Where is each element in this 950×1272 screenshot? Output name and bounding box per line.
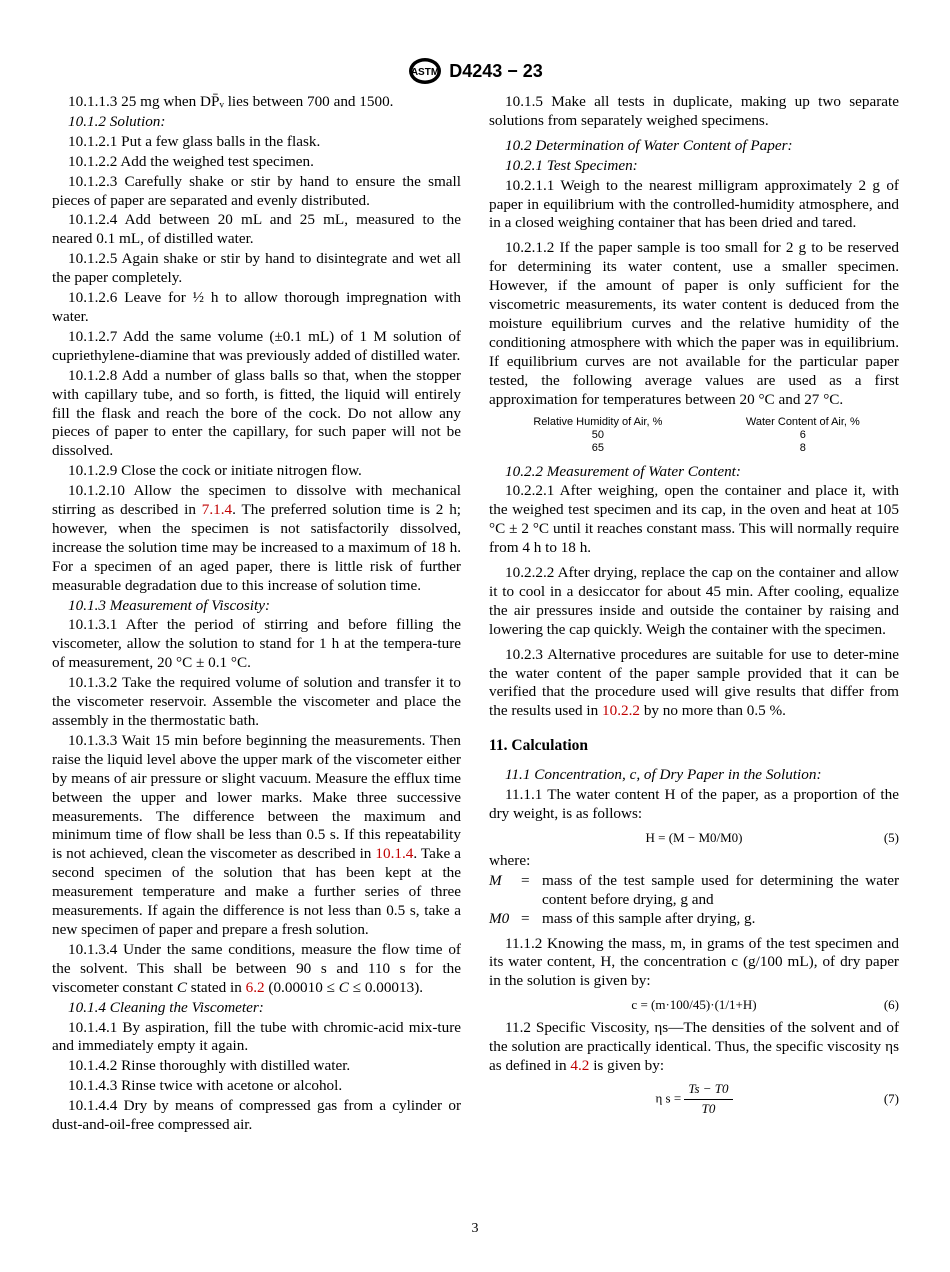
para: 10.1.4.2 Rinse thoroughly with distilled water. <box>68 1057 351 1075</box>
page-number: 3 <box>471 1221 479 1236</box>
para: 10.1.2.6 Leave for ½ h to allow thorough impregnation with water. <box>52 289 461 325</box>
para: 10.1.2.4 Add between 20 mL and 25 mL, measured to the neared 0.1 mL, of distilled water. <box>52 211 461 248</box>
para: 10.1.2.9 Close the cock or initiate nitrogen flow. <box>68 462 362 480</box>
definition: M = mass of the test sample used for determining the water content before drying, g and <box>489 871 899 908</box>
para: 10.1.4.3 Rinse twice with acetone or alcohol. <box>68 1077 343 1095</box>
para: 10.1.3 Measurement of Viscosity: <box>68 596 271 614</box>
para: 10.1.2 Solution: <box>68 112 166 130</box>
equation-7: η s = $\frac{Ts - T0}{T0}$ (7) <box>655 1080 899 1116</box>
section-link[interactable]: 7.1.4 <box>201 501 233 519</box>
para: where: <box>489 851 531 869</box>
section-link[interactable]: 6.2 <box>245 978 265 996</box>
para: 10.2.2 Measurement of Water Content: <box>505 462 741 480</box>
para: 10.1.3.1 After the period of stirring and before filling the viscometer, allow the solution to stand for 1 h at the tempera-ture of measurement, 20 °C ± 0.1 °C. <box>52 616 461 672</box>
section-heading: 11. Calculation <box>489 737 589 755</box>
para: 11.1.2 Knowing the mass, m, in grams of the test specimen and its water content, H, the concentration c (g/100 mL), of dry paper in the solution is given by: <box>489 934 899 990</box>
para: 10.2.2.1 After weighing, open the container and place it, with the weighed test specimen and its cap, in the oven and heat at 105 °C ± 2 °C until it reaches constant mass. This will normally require from 4 h to 18 h. <box>489 482 899 557</box>
para: 11.1 Concentration, c, of Dry Paper in the Solution: <box>505 766 822 784</box>
equation-5: H = (M − M0/M0) (5) <box>645 829 899 845</box>
para: 10.1.2.10 Allow the specimen to dissolve with mechanical stirring as described in 7.1.4. The preferred solution time is 2 h; however, when the specimen is not satisfactorily dissolved, increase the solution time may be increased to a maximum of 18 h. For a specimen of an aged paper, there is little risk of further measurable degradation due to this increase of solution time. <box>52 482 462 594</box>
para: 10.1.3.4 Under the same conditions, measure the flow time of the solvent. This shall be between 90 s and 110 s for the viscometer constant C stated in 6.2 (0.00010 ≤ C ≤ 0.00013). <box>52 940 461 996</box>
equation-6: c = (m·100/45)·(1/1+H) (6) <box>631 997 899 1013</box>
para: 10.1.2.7 Add the same volume (±0.1 mL) of 1 M solution of cupriethylene-diamine that was previously added of distilled water. <box>52 327 461 364</box>
section-link[interactable]: 10.2.2 <box>602 702 641 720</box>
para: 10.2.1.2 If the paper sample is too small for 2 g to be reserved for determining its water content, use a smaller specimen. However, if the amount of paper is only sufficient for the viscometric measurements, its water content is deduced from the moisture equilibrium curves and the relative humidity of the conditioning atmosphere with which the paper was in equilibrium. If equilibrium curves are not available for the particular paper tested, the following average values are used as a first approximation for temperatures between 20 °C and 27 °C. <box>489 239 899 408</box>
para: 11.2 Specific Viscosity, ηs—The densities of the solvent and of the solution are practically identical. Thus, the specific viscosity ηs as defined in 4.2 is given by: <box>489 1019 899 1075</box>
definition: M0 = mass of this sample after drying, g. <box>489 909 756 927</box>
para: 10.1.2.8 Add a number of glass balls so that, when the stopper with capillary tube, and so forth, is fitted, the liquid will entirely fill the flask and reach the bore of the cock. Do not allow any pieces of paper to enter the capillary, for such paper will not be dissolved. <box>52 366 461 460</box>
para: 10.1.2.1 Put a few glass balls in the flask. <box>68 132 321 150</box>
para: 10.2 Determination of Water Content of Paper: <box>505 136 793 154</box>
para: 10.2.1.1 Weigh to the nearest milligram approximately 2 g of paper in equilibrium with the controlled-humidity atmosphere, and in a closed weighing container that has been dried and tared. <box>489 176 899 232</box>
para: 10.1.5 Make all tests in duplicate, making up two separate solutions from separately weighed specimens. <box>489 93 899 129</box>
para: 10.1.2.2 Add the weighed test specimen. <box>68 152 314 170</box>
right-column <box>489 93 899 1120</box>
para: 10.1.2.3 Carefully shake or stir by hand to ensure the small pieces of paper are separated and evenly distributed. <box>52 172 461 209</box>
left-column <box>52 93 461 1136</box>
para: 10.2.1 Test Specimen: <box>505 156 638 174</box>
para: 10.2.2.2 After drying, replace the cap on the container and allow it to cool in a desiccator for about 45 min. After cooling, equalize the air pressures inside and outside the container by raising and lowering the cap quickly. Weigh the container with the specimen. <box>489 564 899 638</box>
svg-text:ASTM: ASTM <box>411 67 440 78</box>
para: 10.2.3 Alternative procedures are suitable for use to deter-mine the water content of the paper sample provided that it can be verified that the procedure used will give results that differ from the results used in 10.2.2 by no more than 0.5 %. <box>489 645 899 720</box>
para: 10.1.1.3 25 mg when DP̄ᵥ lies between 700 and 1500. <box>68 93 394 110</box>
astm-logo-icon <box>407 56 443 86</box>
table-header: Relative Humidity of Air, % <box>533 415 663 428</box>
para: 10.1.3.2 Take the required volume of solution and transfer it to the viscometer reservoir. Assemble the viscometer and place the assembly in the thermostatic bath. <box>52 674 461 729</box>
table-header: Water Content of Air, % <box>745 415 860 428</box>
para: 11.1.1 The water content H of the paper, as a proportion of the dry weight, is as follows: <box>489 786 899 822</box>
table-row: 65 8 <box>591 441 806 454</box>
para: 10.1.4.4 Dry by means of compressed gas from a cylinder or dust-and-oil-free compressed air. <box>52 1097 461 1134</box>
standard-designation: D4243 − 23 <box>449 60 543 81</box>
page-header <box>0 56 950 86</box>
para: 10.1.2.5 Again shake or stir by hand to disintegrate and wet all the paper completely. <box>52 250 461 287</box>
para: 10.1.4 Cleaning the Viscometer: <box>68 998 264 1016</box>
para: 10.1.3.3 Wait 15 min before beginning the measurements. Then raise the liquid level above the upper mark of the viscometer either by means of air pressure or slight vacuum. Measure the efflux time between the upper and lower marks. Make three successive measurements. The difference between the maximum and minimum time of flow shall be less than 0.5 s. If this repeatability is not achieved, clean the viscometer as described in 10.1.4. Take a second specimen of the solution that has been kept at the measurement temperature and make a further series of three measurements. If again the difference is not less than 0.5 s, take a new specimen of paper and prepare a fresh solution. <box>52 731 461 938</box>
humidity-table <box>489 416 899 455</box>
section-link[interactable]: 10.1.4 <box>375 845 414 863</box>
table-row: 50 6 <box>591 428 806 441</box>
para: 10.1.4.1 By aspiration, fill the tube with chromic-acid mix-ture and immediately empty it again. <box>52 1018 461 1055</box>
section-link[interactable]: 4.2 <box>570 1057 590 1075</box>
